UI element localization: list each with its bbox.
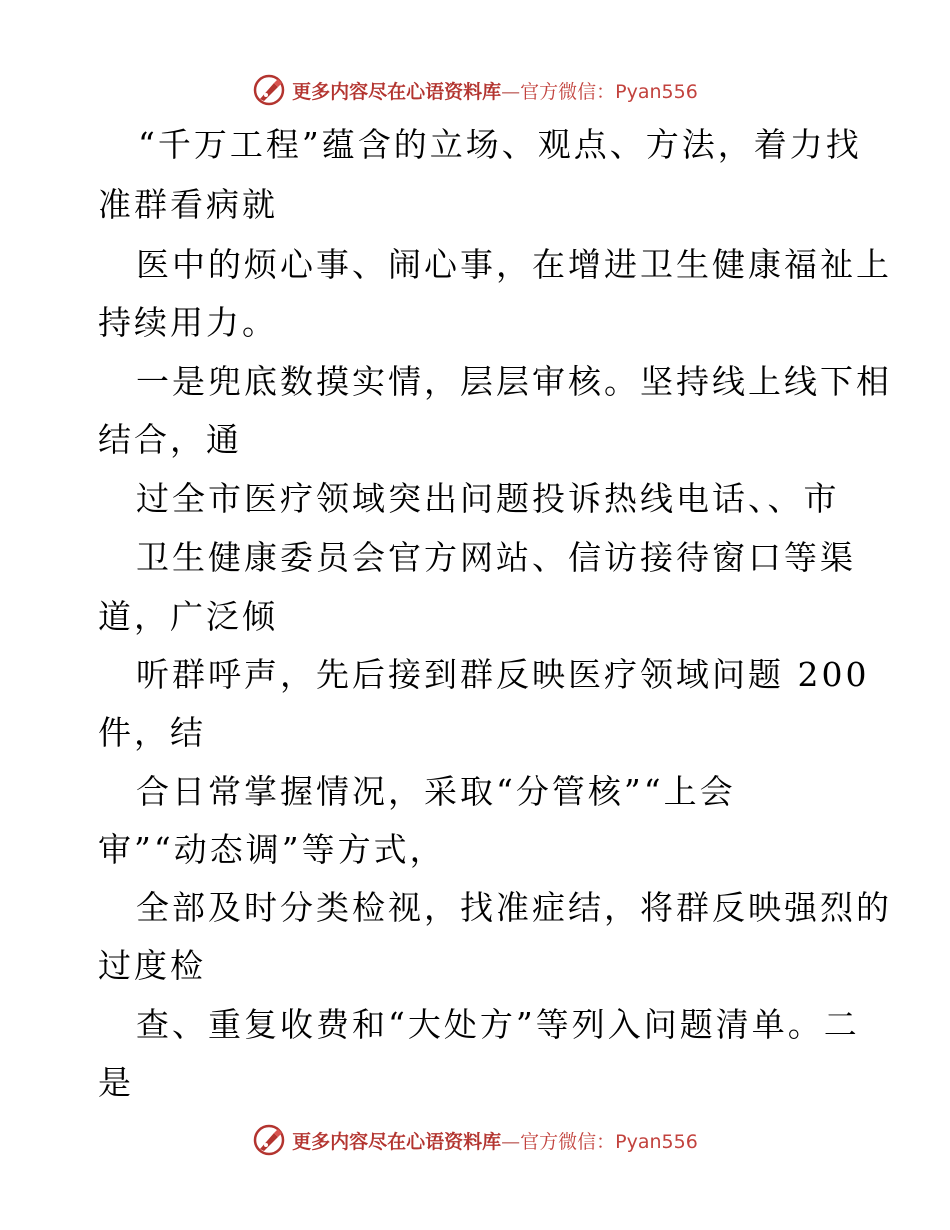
header-banner-content (252, 73, 698, 107)
pen-nib-logo-icon (252, 1123, 286, 1157)
body-line: “千万工程”蕴含的立场、观点、方法，着力找 (138, 125, 862, 164)
header-banner-dash: — (501, 80, 521, 103)
body-line: 持续用力。 (98, 303, 278, 342)
body-line: 听群呼声，先后接到群反映医疗领域问题 200 (136, 655, 870, 694)
footer-banner-text (292, 1127, 698, 1154)
body-line: 医中的烦心事、闹心事，在增进卫生健康福祉上 (136, 245, 892, 284)
body-line: 查、重复收费和“大处方”等列入问题清单。二 (136, 1005, 860, 1044)
body-line: 道，广泛倾 (98, 597, 278, 636)
header-banner-suffix: 官方微信：Pyan556 (520, 80, 698, 103)
body-line: 一是兜底数摸实情，层层审核。坚持线上线下相 (136, 362, 892, 401)
body-line: 过全市医疗领域突出问题投诉热线电话、、市 (136, 479, 840, 518)
footer-banner-dash: — (501, 1130, 521, 1153)
body-line: 件，结 (98, 713, 206, 752)
body-line: 是 (98, 1063, 134, 1102)
pen-nib-logo-icon (252, 73, 286, 107)
body-line: 过度检 (98, 946, 206, 985)
body-line: 全部及时分类检视，找准症结，将群反映强烈的 (136, 888, 892, 927)
header-banner (0, 70, 950, 110)
footer-banner-prefix: 更多内容尽在心语资料库 (292, 1130, 502, 1153)
footer-banner-suffix: 官方微信：Pyan556 (520, 1130, 698, 1153)
body-line: 卫生健康委员会官方网站、信访接待窗口等渠 (136, 538, 856, 577)
body-line: 审”“动态调”等方式， (98, 830, 446, 869)
header-banner-prefix: 更多内容尽在心语资料库 (292, 80, 502, 103)
body-line: 结合，通 (98, 420, 242, 459)
header-banner-text (292, 77, 698, 104)
footer-banner-content (252, 1123, 698, 1157)
body-line: 准群看病就 (98, 185, 278, 224)
footer-banner (0, 1120, 950, 1160)
body-line: 合日常掌握情况，采取“分管核”“上会 (136, 772, 736, 811)
